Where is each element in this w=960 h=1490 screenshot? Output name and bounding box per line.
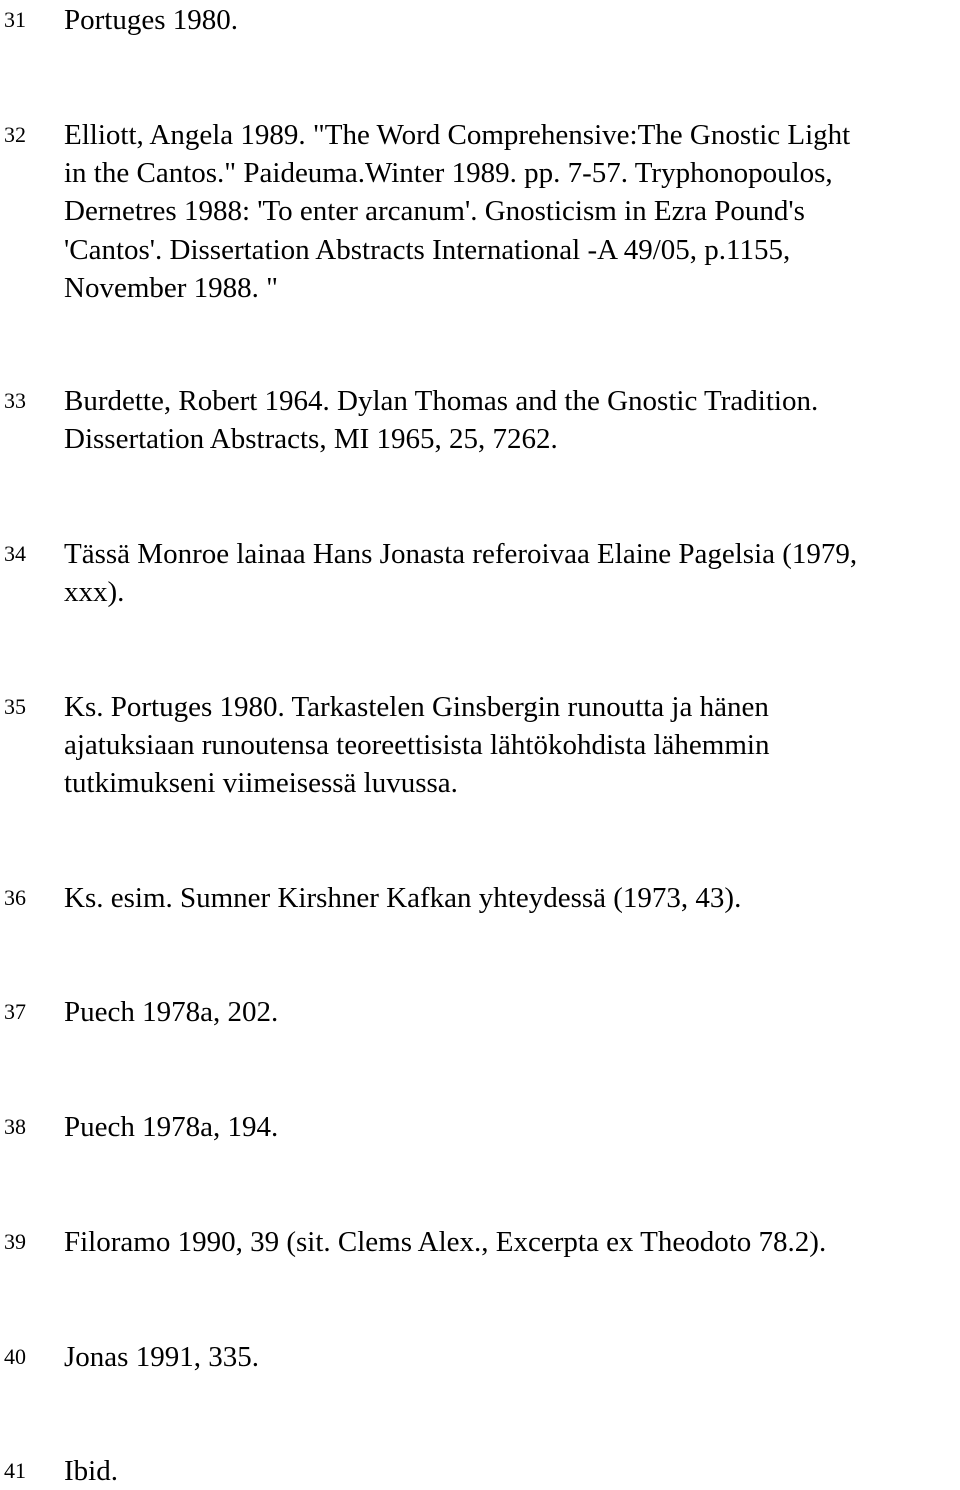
footnote-text: Ibid. <box>64 1455 118 1487</box>
footnote-number: 33 <box>4 388 26 413</box>
footnote-text: Filoramo 1990, 39 (sit. Clems Alex., Excerpta ex Theodoto 78.2). <box>64 1226 827 1258</box>
footnote-number: 35 <box>4 694 26 719</box>
footnote-text: Tässä Monroe lainaa Hans Jonasta referoivaa Elaine Pagelsia (1979, xxx). <box>64 538 858 609</box>
footnote-number: 41 <box>4 1458 26 1483</box>
footnote-text: Portuges 1980. <box>64 4 238 36</box>
footnote-text: Puech 1978a, 194. <box>64 1111 279 1143</box>
footnote-text: Burdette, Robert 1964. Dylan Thomas and the Gnostic Tradition. Dissertation Abstracts, MI 1965, 25, 7262. <box>64 385 819 456</box>
footnote-number: 36 <box>4 885 26 910</box>
footnote-text: Ks. esim. Sumner Kirshner Kafkan yhteydessä (1973, 43). <box>64 882 742 914</box>
footnote-text: Puech 1978a, 202. <box>64 996 279 1028</box>
footnote-number: 34 <box>4 541 26 566</box>
footnote-text: Elliott, Angela 1989. "The Word Comprehensive:The Gnostic Light in the Cantos." Paideuma.Winter 1989. pp. 7-57. Tryphonopoulos, Dernetres 1988: 'To enter arcanum'. Gnosticism in Ezra Pound's 'Cantos'. Dissertation Abstracts International -A 49/05, p.1155, November 1988. " <box>64 119 851 304</box>
footnote-number: 37 <box>4 999 26 1024</box>
footnote-number: 38 <box>4 1114 26 1139</box>
footnote-number: 31 <box>4 7 26 32</box>
footnote-number: 32 <box>4 122 26 147</box>
footnote-text: Ks. Portuges 1980. Tarkastelen Ginsbergin runoutta ja hänen ajatuksiaan runoutensa teoreettisista lähtökohdista lähemmin tutkimukseni viimeisessä luvussa. <box>64 691 770 800</box>
footnote-text: Jonas 1991, 335. <box>64 1341 259 1373</box>
footnote-number: 40 <box>4 1344 26 1369</box>
footnote-number: 39 <box>4 1229 26 1254</box>
